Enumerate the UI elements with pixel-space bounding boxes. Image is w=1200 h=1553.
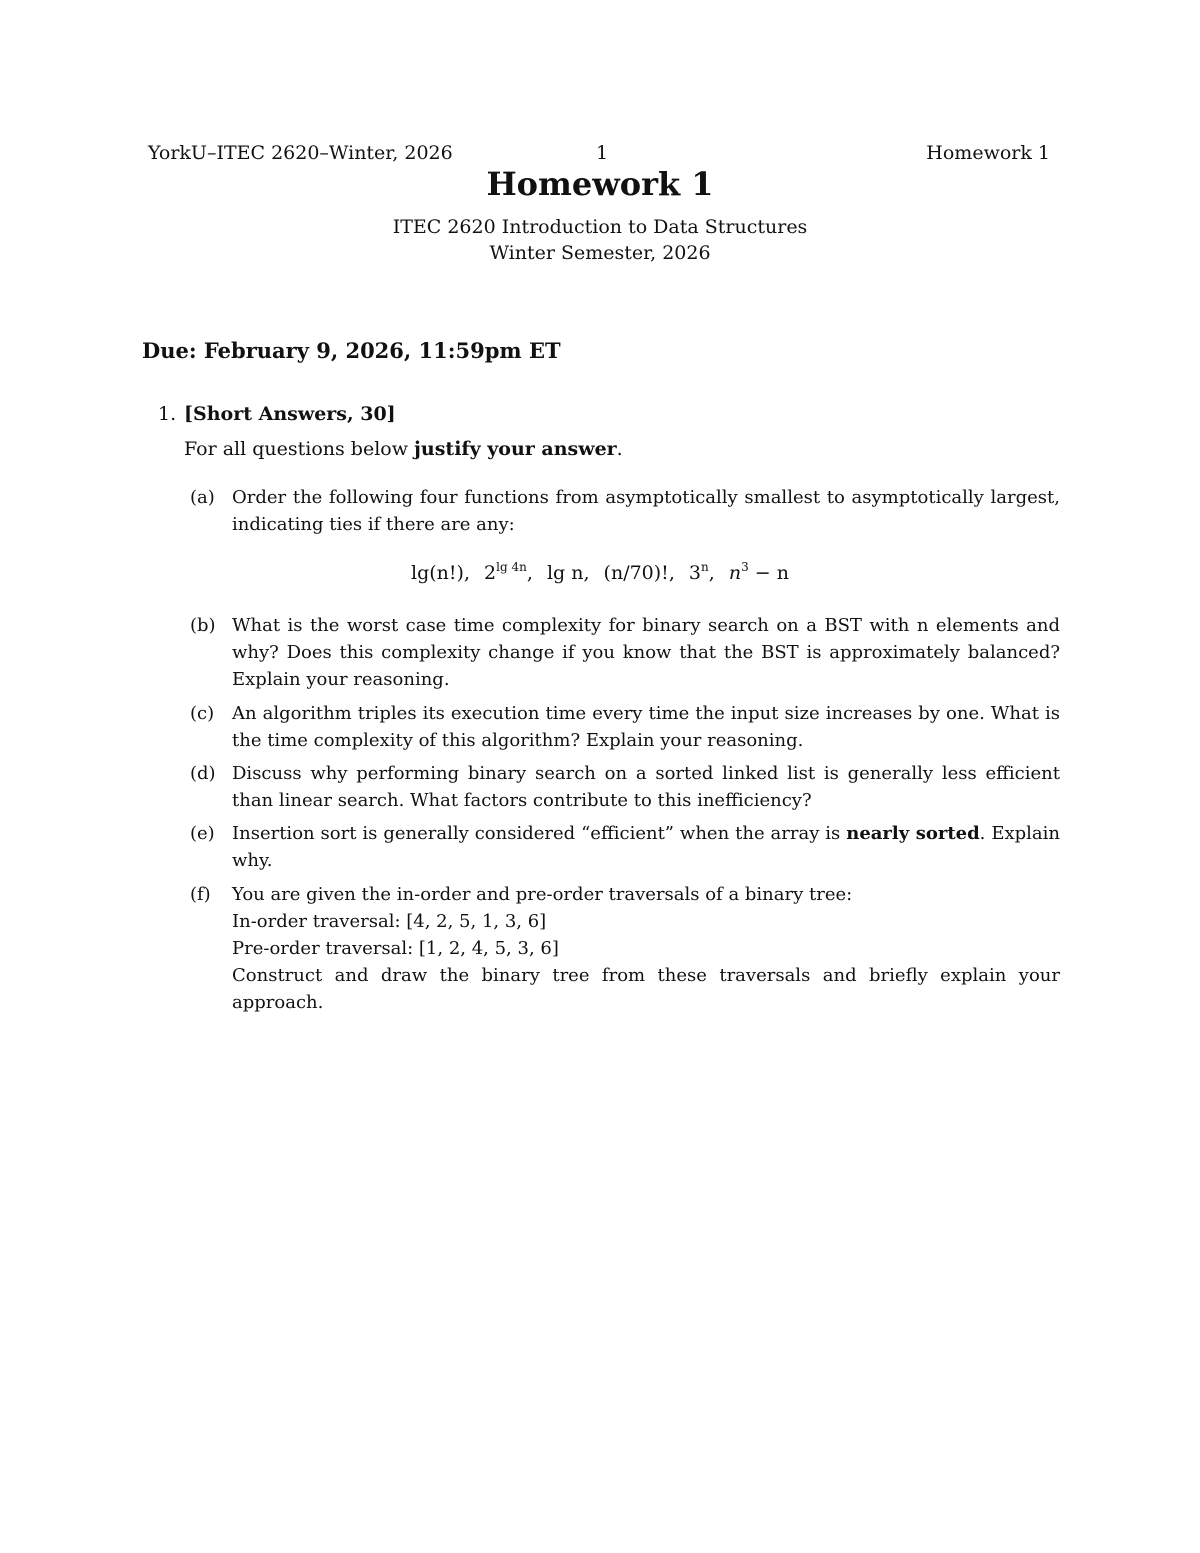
function-term: lg(n!), xyxy=(411,562,470,584)
subquestion-label: (d) xyxy=(190,763,216,784)
intro-end: . xyxy=(616,438,623,460)
subquestion-label: (a) xyxy=(190,487,215,508)
subquestion-text xyxy=(232,820,1060,874)
inorder-traversal: In-order traversal: [4, 2, 5, 1, 3, 6] xyxy=(232,911,547,932)
question-intro xyxy=(184,436,623,462)
question-title: [Short Answers, 30] xyxy=(184,403,396,425)
intro-emphasis: justify your answer xyxy=(414,438,617,460)
intro-text: For all questions below xyxy=(184,438,415,460)
subquestion-label: (b) xyxy=(190,615,216,636)
function-term xyxy=(729,559,789,587)
function-list xyxy=(0,559,1200,587)
subquestion-label: (f) xyxy=(190,884,211,905)
subquestion-label: (e) xyxy=(190,823,215,844)
term-rest: − n xyxy=(748,562,789,584)
term-base: n xyxy=(728,562,742,584)
header-course-term: YorkU–ITEC 2620–Winter, 2026 xyxy=(148,142,453,164)
function-term: lg n, xyxy=(546,562,590,584)
text-emphasis: nearly sorted xyxy=(846,823,980,844)
term-exponent: n xyxy=(701,560,709,574)
term-base: 3 xyxy=(688,562,702,584)
course-subtitle: ITEC 2620 Introduction to Data Structures xyxy=(392,216,808,238)
subquestion-text: Discuss why performing binary search on a sorted linked list is generally less efficient than linear search. What factors contribute to this inefficiency? xyxy=(232,763,1060,811)
subquestion-text: An algorithm triples its execution time every time the input size increases by one. What is the time complexity of this algorithm? Explain your reasoning. xyxy=(232,703,1060,751)
page-title: Homework 1 xyxy=(486,165,714,203)
traversal-intro: You are given the in-order and pre-order traversals of a binary tree: xyxy=(232,884,853,905)
subquestion-label: (c) xyxy=(190,703,215,724)
semester-subtitle: Winter Semester, 2026 xyxy=(489,242,711,264)
text-part: Insertion sort is generally considered “efficient” when the array is xyxy=(232,823,847,844)
subquestion-text: Order the following four functions from asymptotically smallest to asymptotically largest, indicating ties if there are any: xyxy=(232,487,1060,535)
function-term: (n/70)!, xyxy=(603,562,675,584)
term-exponent: lg 4n xyxy=(496,560,527,574)
subquestion-text: What is the worst case time complexity for binary search on a BST with n elements and why? Does this complexity change if you know that the BST is approximately balanced? Explain your reasoning. xyxy=(232,615,1060,690)
term-comma: , xyxy=(708,562,715,584)
function-term xyxy=(484,559,533,587)
preorder-traversal: Pre-order traversal: [1, 2, 4, 5, 3, 6] xyxy=(232,938,559,959)
term-exponent: 3 xyxy=(741,560,749,574)
term-comma: , xyxy=(526,562,533,584)
construct-instruction: Construct and draw the binary tree from these traversals and briefly explain your approach. xyxy=(232,965,1060,1013)
header-doc-name: Homework 1 xyxy=(926,142,1050,164)
header-page-number: 1 xyxy=(596,142,609,164)
text-part: . Explain why. xyxy=(232,823,1060,871)
term-base: 2 xyxy=(484,562,497,584)
due-date: Due: February 9, 2026, 11:59pm ET xyxy=(142,338,561,363)
function-term xyxy=(689,559,715,587)
subquestion-text xyxy=(232,881,1060,1016)
question-number: 1. xyxy=(158,403,177,425)
